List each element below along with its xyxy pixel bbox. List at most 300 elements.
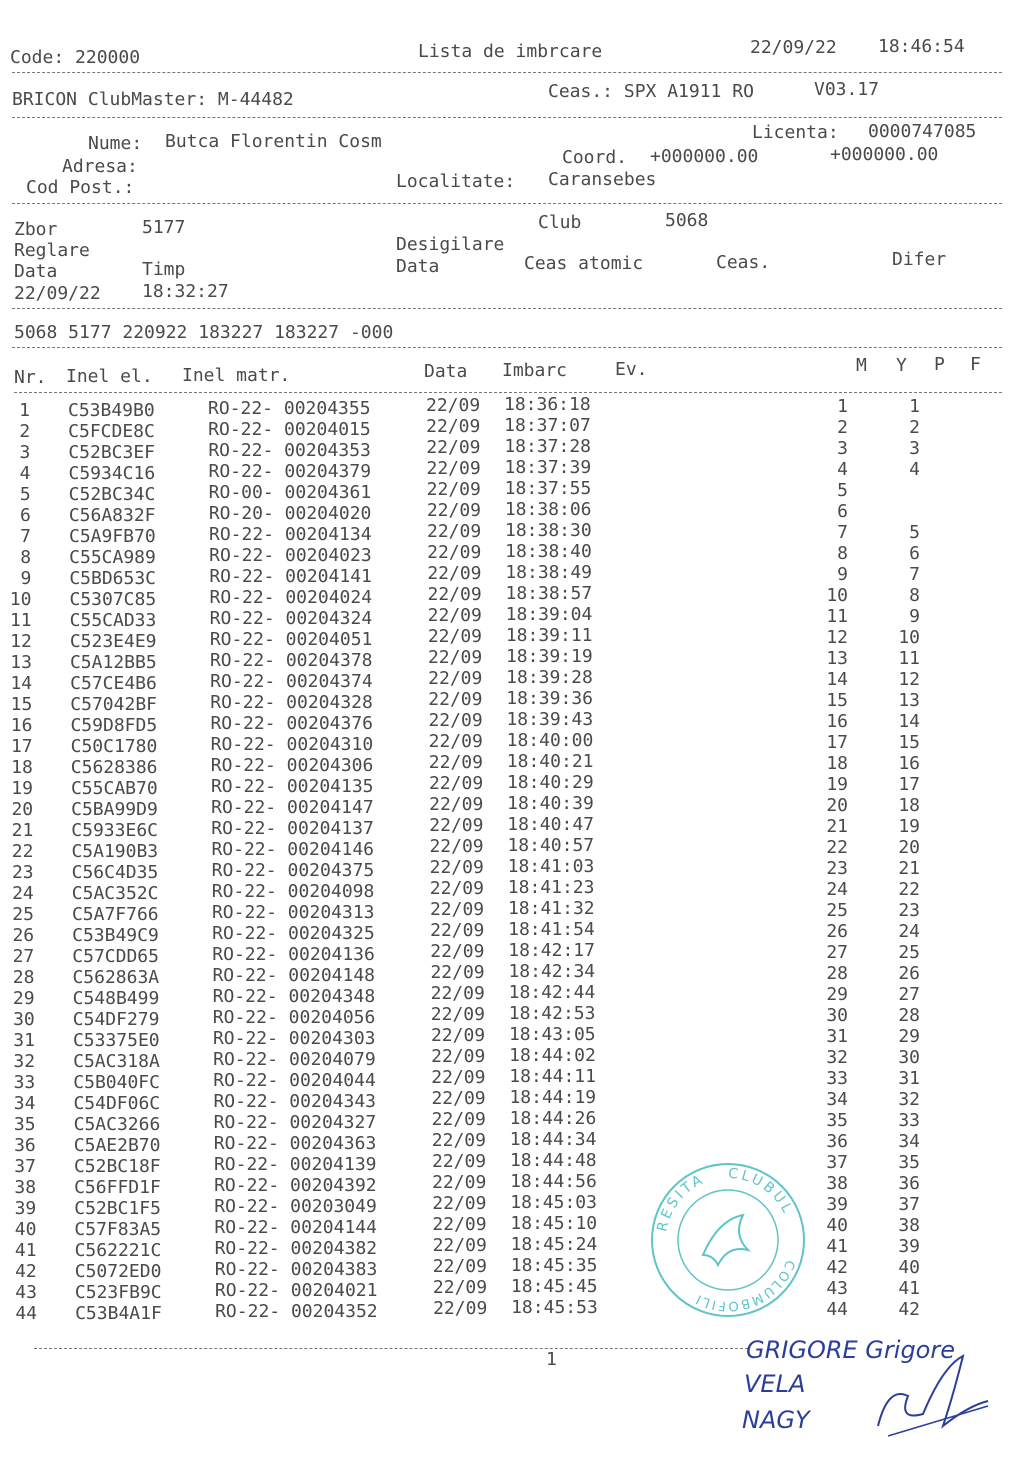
cell-date: 22/09 [426, 416, 481, 438]
cell-time: 18:37:55 [504, 478, 592, 500]
cell-nr: 1 [19, 400, 30, 421]
stamp-text-right: CLUBUL [727, 1165, 797, 1218]
cell-date: 22/09 [432, 1172, 487, 1194]
cell-el: C5BA99D9 [71, 798, 158, 820]
cell-date: 22/09 [426, 521, 482, 543]
cell-time: 18:40:39 [507, 793, 594, 815]
cell-nr: 5 [19, 484, 31, 505]
cell-nr: 3 [19, 442, 31, 463]
cell-p: 16 [898, 753, 920, 774]
column-m: M [856, 355, 867, 376]
owner-name: Butca Florentin Cosm [165, 131, 382, 152]
cell-nr: 31 [13, 1030, 35, 1051]
cell-m: 3 [837, 438, 848, 459]
cell-date: 22/09 [429, 836, 484, 858]
cell-m: 21 [826, 816, 848, 837]
cell-el: C562863A [72, 966, 160, 988]
cell-matr: RO-22- 00204355 [208, 397, 371, 419]
cell-matr: RO-22- 00204044 [213, 1069, 376, 1091]
separator [12, 72, 1002, 73]
cell-m: 34 [826, 1089, 848, 1110]
cell-time: 18:39:36 [506, 688, 593, 710]
cell-el: C59D8FD5 [70, 714, 158, 736]
software-version: V03.17 [814, 79, 880, 100]
cell-m: 32 [826, 1047, 848, 1068]
cell-el: C5072ED0 [74, 1260, 162, 1282]
cell-time: 18:45:03 [510, 1192, 597, 1214]
cell-matr: RO-22- 00204343 [213, 1090, 376, 1112]
cell-nr: 32 [13, 1051, 36, 1072]
cell-matr: RO-22- 00204382 [214, 1237, 378, 1259]
cell-date: 22/09 [430, 920, 485, 942]
difference-label: Difer [892, 249, 947, 270]
cell-el: C55CAB70 [70, 777, 158, 799]
cell-matr: RO-22- 00204139 [213, 1153, 377, 1175]
cell-time: 18:37:39 [504, 457, 592, 479]
cell-date: 22/09 [426, 395, 481, 417]
cell-matr: RO-22- 00204056 [212, 1006, 376, 1028]
column-y: Y [896, 355, 907, 376]
cell-time: 18:40:57 [507, 835, 595, 857]
cell-date: 22/09 [426, 479, 481, 501]
cell-matr: RO-22- 00204051 [209, 628, 373, 650]
cell-nr: 14 [10, 673, 33, 694]
cell-p: 42 [898, 1299, 920, 1320]
cell-el: C55CAD33 [69, 609, 157, 631]
cell-m: 15 [826, 690, 848, 711]
cell-matr: RO-20- 00204020 [208, 502, 372, 524]
cell-nr: 41 [14, 1240, 37, 1261]
cell-matr: RO-22- 00203049 [214, 1195, 377, 1217]
cell-time: 18:40:00 [506, 730, 594, 752]
cell-m: 14 [826, 669, 848, 690]
cell-p: 35 [898, 1152, 920, 1173]
cell-p: 13 [898, 690, 920, 711]
cell-date: 22/09 [428, 731, 483, 753]
cell-m: 4 [837, 459, 848, 480]
cell-date: 22/09 [431, 1130, 486, 1152]
cell-el: C52BC1F5 [74, 1197, 161, 1219]
column-inel-el: Inel el. [66, 366, 153, 387]
cell-time: 18:39:28 [506, 667, 593, 689]
cell-time: 18:40:29 [506, 772, 594, 794]
cell-nr: 29 [12, 988, 35, 1009]
cell-nr: 8 [20, 547, 32, 568]
cell-p: 33 [898, 1110, 920, 1131]
cell-date: 22/09 [429, 794, 484, 816]
cell-time: 18:45:53 [511, 1297, 598, 1319]
reglare-label: Reglare [14, 240, 90, 261]
cell-nr: 28 [12, 967, 35, 988]
cell-p: 24 [898, 921, 920, 942]
cell-p: 12 [898, 669, 920, 690]
cell-el: C53B4A1F [75, 1302, 162, 1324]
cell-p: 15 [898, 732, 920, 753]
cell-m: 5 [837, 480, 848, 501]
cell-date: 22/09 [430, 941, 485, 963]
cell-m: 20 [826, 795, 848, 816]
cell-el: C52BC34C [68, 483, 156, 505]
cell-nr: 43 [15, 1282, 37, 1303]
cell-p: 7 [909, 564, 920, 585]
column-inel-matr: Inel matr. [182, 365, 291, 386]
cell-p: 14 [898, 711, 920, 732]
cell-time: 18:44:19 [509, 1087, 597, 1109]
cell-date: 22/09 [428, 710, 483, 732]
cell-m: 7 [837, 522, 848, 543]
cell-el: C5A9FB70 [68, 525, 156, 547]
reglare-time: 18:32:27 [142, 281, 229, 302]
cell-matr: RO-22- 00204137 [211, 817, 374, 839]
cell-m: 37 [826, 1152, 848, 1173]
cell-m: 36 [826, 1131, 848, 1152]
cell-nr: 7 [20, 526, 31, 547]
page-number: 1 [546, 1349, 557, 1370]
clock-label: Ceas. [716, 252, 771, 273]
cell-time: 18:44:11 [509, 1066, 596, 1088]
cell-matr: RO-22- 00204324 [209, 607, 373, 629]
cell-m: 24 [826, 879, 848, 900]
data-label: Data [14, 261, 58, 282]
cell-matr: RO-22- 00204313 [211, 901, 375, 923]
cell-nr: 30 [13, 1009, 35, 1030]
cell-time: 18:44:56 [510, 1171, 597, 1193]
cell-m: 29 [826, 984, 848, 1005]
cell-date: 22/09 [432, 1256, 487, 1278]
cell-nr: 22 [11, 841, 34, 862]
cell-p: 30 [898, 1047, 920, 1068]
cell-matr: RO-22- 00204375 [211, 859, 375, 881]
coord-label: Coord. [562, 147, 628, 168]
cell-m: 35 [826, 1110, 848, 1131]
cell-date: 22/09 [431, 1109, 486, 1131]
zbor-label: Zbor [14, 219, 58, 240]
cell-p: 34 [898, 1131, 920, 1152]
column-f: F [970, 354, 981, 375]
cell-nr: 15 [10, 694, 33, 715]
cell-p: 21 [898, 858, 920, 879]
cell-p: 19 [898, 816, 920, 837]
cell-m: 30 [826, 1005, 848, 1026]
cell-date: 22/09 [427, 626, 482, 648]
cell-date: 22/09 [431, 1151, 487, 1173]
cell-time: 18:44:26 [509, 1108, 597, 1130]
stamp-text-bottom: COLUMBOFILI [692, 1257, 798, 1314]
cell-date: 22/09 [430, 1004, 485, 1026]
separator [12, 203, 1002, 204]
cell-p: 31 [898, 1068, 920, 1089]
cell-nr: 37 [14, 1156, 36, 1177]
cell-time: 18:44:48 [509, 1150, 597, 1172]
cell-p: 9 [909, 606, 920, 627]
cell-matr: RO-22- 00204352 [215, 1300, 378, 1322]
cell-m: 18 [826, 753, 848, 774]
city-label: Localitate: [396, 171, 516, 192]
cell-el: C56C4D35 [71, 861, 159, 883]
cell-nr: 40 [14, 1219, 37, 1240]
cell-p: 8 [909, 585, 920, 606]
cell-m: 26 [826, 921, 848, 942]
cell-time: 18:45:35 [510, 1255, 598, 1277]
cell-date: 22/09 [428, 689, 483, 711]
cell-el: C5AC352C [71, 882, 159, 904]
cell-matr: RO-22- 00204144 [214, 1216, 377, 1238]
cell-time: 18:38:06 [504, 499, 592, 521]
cell-nr: 16 [10, 715, 33, 736]
cell-date: 22/09 [427, 647, 483, 669]
desigilare-label: Desigilare [396, 234, 505, 255]
cell-time: 18:41:54 [508, 919, 595, 941]
club-number: 5068 [665, 210, 709, 231]
cell-el: C5933E6C [71, 819, 158, 841]
cell-m: 31 [826, 1026, 848, 1047]
cell-matr: RO-22- 00204135 [210, 775, 374, 797]
cell-time: 18:39:04 [505, 604, 593, 626]
cell-matr: RO-22- 00204147 [211, 796, 374, 818]
cell-time: 18:38:57 [505, 583, 593, 605]
cell-time: 18:41:32 [507, 898, 595, 920]
cell-p: 25 [898, 942, 920, 963]
cell-nr: 35 [13, 1114, 36, 1135]
cell-matr: RO-22- 00204023 [209, 544, 372, 566]
cell-matr: RO-22- 00204363 [213, 1132, 377, 1154]
print-date: 22/09/22 [750, 37, 837, 58]
cell-el: C53B49C9 [72, 924, 159, 946]
cell-nr: 13 [10, 652, 32, 673]
cell-time: 18:36:18 [504, 394, 591, 416]
cell-date: 22/09 [429, 878, 484, 900]
cell-m: 6 [837, 501, 848, 522]
cell-m: 42 [826, 1257, 848, 1278]
cell-nr: 10 [9, 589, 32, 610]
license-number: 0000747085 [868, 121, 977, 142]
cell-matr: RO-22- 00204392 [214, 1174, 377, 1196]
cell-matr: RO-22- 00204327 [213, 1111, 377, 1133]
cell-el: C5B040FC [73, 1071, 160, 1093]
cell-p: 4 [909, 459, 920, 480]
separator [12, 117, 1002, 118]
cell-p: 3 [909, 438, 920, 459]
coord-latitude: +000000.00 [650, 146, 759, 167]
cell-date: 22/09 [429, 899, 485, 921]
cell-nr: 19 [11, 778, 33, 799]
cell-time: 18:40:47 [507, 814, 594, 836]
cell-m: 44 [826, 1299, 848, 1320]
cell-p: 32 [898, 1089, 920, 1110]
cell-matr: RO-22- 00204079 [213, 1048, 376, 1070]
cell-p: 39 [898, 1236, 920, 1257]
cell-el: C55CA989 [69, 546, 156, 568]
cell-el: C56FFD1F [74, 1176, 161, 1198]
flight-code-line: 5068 5177 220922 183227 183227 -000 [14, 322, 394, 343]
cell-time: 18:41:23 [507, 877, 595, 899]
cell-time: 18:37:07 [504, 415, 591, 437]
cell-p: 28 [898, 1005, 920, 1026]
cell-date: 22/09 [426, 458, 481, 480]
postcode-label: Cod Post.: [26, 177, 135, 198]
cell-matr: RO-22- 00204306 [210, 754, 374, 776]
dove-icon [703, 1215, 748, 1265]
cell-matr: RO-22- 00204310 [210, 733, 374, 755]
cell-nr: 33 [13, 1072, 36, 1093]
cell-nr: 34 [13, 1093, 36, 1114]
cell-nr: 26 [12, 925, 35, 946]
cell-m: 22 [826, 837, 848, 858]
cell-m: 2 [837, 417, 848, 438]
cell-date: 22/09 [430, 1025, 486, 1047]
cell-p: 41 [898, 1278, 920, 1299]
cell-el: C5307C85 [69, 588, 157, 610]
cell-date: 22/09 [432, 1214, 487, 1236]
column-nr: Nr. [14, 367, 47, 388]
cell-nr: 24 [12, 883, 34, 904]
cell-nr: 44 [15, 1303, 38, 1324]
cell-m: 27 [826, 942, 848, 963]
column-data: Data [424, 361, 468, 382]
signature-line-1: GRIGORE Grigore [746, 1336, 955, 1364]
cell-nr: 6 [19, 505, 31, 526]
cell-p: 36 [898, 1173, 920, 1194]
cell-m: 28 [826, 963, 848, 984]
cell-time: 18:38:49 [505, 562, 593, 584]
cell-el: C54DF279 [72, 1008, 160, 1030]
city-name: Caransebes [548, 169, 657, 190]
coord-longitude: +000000.00 [830, 144, 939, 165]
cell-m: 40 [826, 1215, 848, 1236]
cell-time: 18:41:03 [507, 856, 595, 878]
cell-m: 12 [826, 627, 848, 648]
cell-el: C5A7F766 [71, 903, 159, 925]
cell-matr: RO-22- 00204374 [210, 670, 373, 692]
cell-date: 22/09 [433, 1298, 488, 1320]
cell-nr: 12 [10, 631, 32, 652]
cell-time: 18:45:24 [510, 1234, 598, 1256]
club-stamp [648, 1160, 808, 1320]
cell-matr: RO-22- 00204325 [212, 922, 375, 944]
cell-p: 1 [909, 396, 920, 417]
desigilare-data-label: Data [396, 256, 440, 277]
cell-m: 38 [826, 1173, 848, 1194]
cell-date: 22/09 [428, 773, 484, 795]
document-title: Lista de imbrcare [418, 41, 603, 62]
cell-matr: RO-22- 00204328 [210, 691, 373, 713]
cell-el: C57CE4B6 [70, 672, 157, 694]
separator [14, 392, 1002, 393]
cell-nr: 36 [14, 1135, 36, 1156]
cell-p: 20 [898, 837, 920, 858]
cell-matr: RO-22- 00204024 [209, 586, 373, 608]
cell-matr: RO-22- 00204134 [208, 523, 372, 545]
cell-time: 18:39:43 [506, 709, 594, 731]
cell-p: 6 [909, 543, 920, 564]
cell-matr: RO-00- 00204361 [208, 481, 372, 503]
license-label: Licenta: [752, 122, 839, 143]
cell-m: 33 [826, 1068, 848, 1089]
cell-time: 18:39:11 [505, 625, 593, 647]
cell-date: 22/09 [426, 500, 481, 522]
cell-matr: RO-22- 00204146 [211, 838, 375, 860]
cell-el: C5A190B3 [71, 840, 159, 862]
cell-m: 39 [826, 1194, 848, 1215]
cell-el: C52BC3EF [68, 441, 156, 463]
club-label: Club [538, 212, 582, 233]
cell-matr: RO-22- 00204353 [208, 439, 371, 461]
zbor-number: 5177 [142, 217, 186, 238]
cell-time: 18:38:30 [504, 520, 592, 542]
cell-p: 26 [898, 963, 920, 984]
cell-date: 22/09 [429, 857, 484, 879]
cell-nr: 21 [11, 820, 34, 841]
cell-matr: RO-22- 00204379 [208, 460, 372, 482]
cell-date: 22/09 [431, 1067, 486, 1089]
cell-nr: 20 [11, 799, 34, 820]
cell-nr: 9 [20, 568, 32, 589]
cell-el: C53375E0 [72, 1029, 160, 1051]
cell-matr: RO-22- 00204378 [209, 649, 373, 671]
cell-date: 22/09 [427, 542, 482, 564]
cell-time: 18:45:10 [510, 1213, 598, 1235]
cell-time: 18:37:28 [504, 436, 592, 458]
cell-matr: RO-22- 00204148 [212, 964, 376, 986]
cell-time: 18:42:53 [508, 1003, 596, 1025]
cell-el: C562221C [74, 1239, 162, 1261]
cell-date: 22/09 [431, 1046, 486, 1068]
cell-date: 22/09 [431, 1088, 486, 1110]
cell-time: 18:38:40 [505, 541, 592, 563]
signatures [738, 1326, 1024, 1460]
cell-el: C56A832F [68, 504, 156, 526]
cell-el: C523E4E9 [69, 630, 157, 652]
cell-time: 18:40:21 [506, 751, 594, 773]
cell-el: C52BC18F [73, 1155, 161, 1177]
cell-el: C57F83A5 [74, 1218, 162, 1240]
cell-p: 10 [898, 627, 920, 648]
cell-m: 10 [826, 585, 848, 606]
cell-matr: RO-22- 00204303 [212, 1027, 376, 1049]
cell-date: 22/09 [430, 962, 485, 984]
cell-nr: 42 [15, 1261, 37, 1282]
cell-p: 27 [898, 984, 920, 1005]
cell-el: C5AC318A [73, 1050, 160, 1072]
cell-el: C5628386 [70, 756, 158, 778]
stamp-text-top: RESITA [654, 1171, 708, 1234]
cell-el: C548B499 [72, 987, 160, 1009]
cell-m: 13 [826, 648, 848, 669]
cell-date: 22/09 [427, 605, 482, 627]
cell-nr: 4 [19, 463, 31, 484]
address-label: Adresa: [62, 156, 138, 177]
cell-matr: RO-22- 00204348 [212, 985, 376, 1007]
signature-line-2: VELA [744, 1370, 806, 1398]
cell-el: C5AE2B70 [73, 1134, 161, 1156]
cell-matr: RO-22- 00204141 [209, 565, 372, 587]
cell-m: 11 [826, 606, 848, 627]
reglare-date: 22/09/22 [14, 283, 101, 304]
cell-time: 18:42:17 [508, 940, 595, 962]
cell-m: 17 [826, 732, 848, 753]
cell-date: 22/09 [432, 1193, 487, 1215]
cell-matr: RO-22- 00204383 [214, 1258, 378, 1280]
cell-m: 43 [826, 1278, 848, 1299]
cell-nr: 38 [14, 1177, 37, 1198]
cell-time: 18:42:44 [508, 982, 596, 1004]
cell-p: 22 [898, 879, 920, 900]
cell-time: 18:39:19 [505, 646, 593, 668]
separator [12, 347, 1002, 348]
cell-matr: RO-22- 00204376 [210, 712, 374, 734]
cell-el: C54DF06C [73, 1092, 161, 1114]
cell-matr: RO-22- 00204015 [208, 418, 371, 440]
